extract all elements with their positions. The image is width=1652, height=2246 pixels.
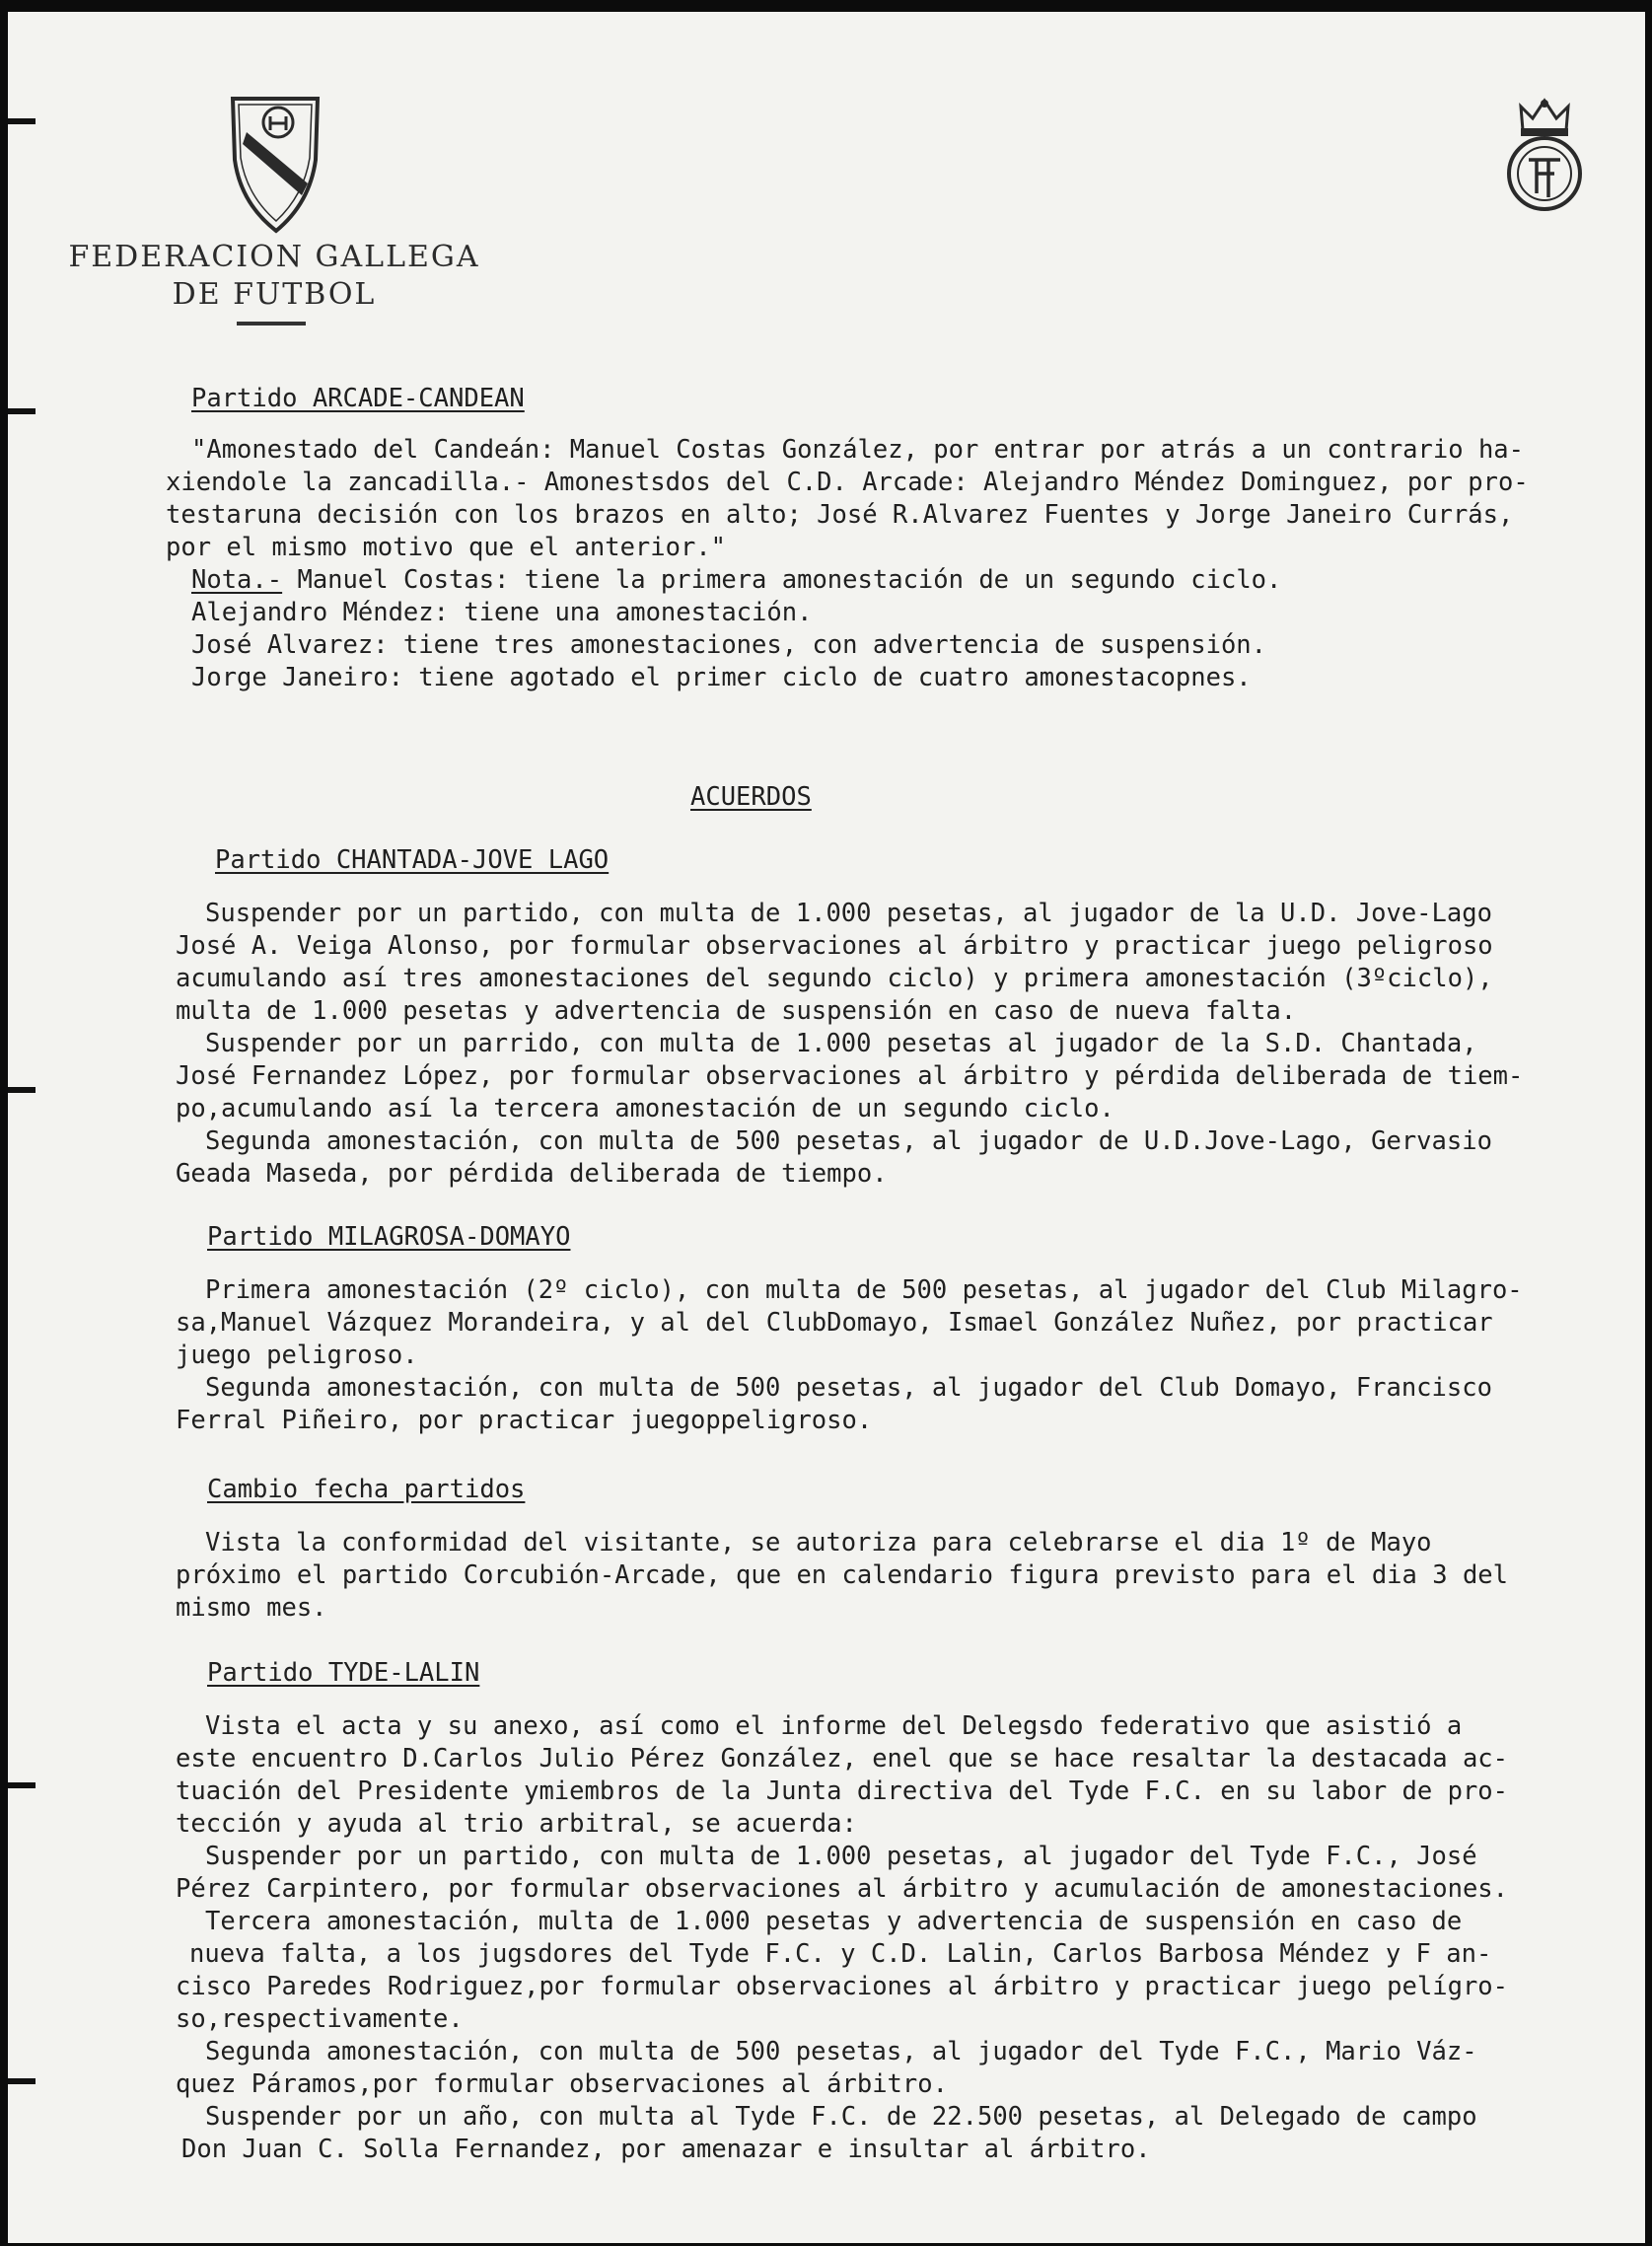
text-line: José Fernandez López, por formular observaciones al árbitro y pérdida deliberada de tiem- xyxy=(176,1061,1524,1091)
text-line: sa,Manuel Vázquez Morandeira, y al del ClubDomayo, Ismael González Nuñez, por practicar xyxy=(176,1308,1493,1338)
text-line: Suspender por un parrido, con multa de 1.000 pesetas al jugador de la S.D. Chantada, xyxy=(205,1029,1477,1058)
text-line: Segunda amonestación, con multa de 500 pesetas, al jugador del Tyde F.C., Mario Váz- xyxy=(205,2037,1477,2066)
note-line xyxy=(191,564,1281,596)
text-line: tección y ayuda al trio arbitral, se acuerda: xyxy=(176,1809,857,1839)
document-page xyxy=(8,12,1645,2243)
text-line: Segunda amonestación, con multa de 500 pesetas, al jugador del Club Domayo, Francisco xyxy=(205,1373,1492,1403)
text-line: juego peligroso. xyxy=(176,1340,418,1370)
note-text: Manuel Costas: tiene la primera amonestación de un segundo ciclo. xyxy=(282,565,1282,595)
note-line: José Alvarez: tiene tres amonestaciones, con advertencia de suspensión. xyxy=(191,630,1267,660)
section-heading: Cambio fecha partidos xyxy=(207,1475,526,1504)
note-line: Alejandro Méndez: tiene una amonestación. xyxy=(191,598,813,627)
text-line: Suspender por un año, con multa al Tyde F.C. de 22.500 pesetas, al Delegado de campo xyxy=(205,2102,1477,2132)
text-line: este encuentro D.Carlos Julio Pérez González, enel que se hace resaltar la destacada ac- xyxy=(176,1744,1509,1774)
text-line: xiendole la zancadilla.- Amonestsdos del C.D. Arcade: Alejandro Méndez Dominguez, por pro- xyxy=(166,468,1529,497)
text-line: Ferral Piñeiro, por practicar juegoppeligroso. xyxy=(176,1406,873,1435)
text-line: Pérez Carpintero, por formular observaciones al árbitro y acumulación de amonestaciones. xyxy=(176,1874,1509,1904)
text-line: Segunda amonestación, con multa de 500 pesetas, al jugador de U.D.Jove-Lago, Gervasio xyxy=(205,1126,1492,1156)
text-line: so,respectivamente. xyxy=(176,2004,464,2034)
note-label: Nota.- xyxy=(191,565,283,595)
text-line: testaruna decisión con los brazos en alto; José R.Alvarez Fuentes y Jorge Janeiro Currás, xyxy=(166,500,1514,530)
text-line: Tercera amonestación, multa de 1.000 pesetas y advertencia de suspensión en caso de xyxy=(205,1907,1463,1936)
acuerdos-title: ACUERDOS xyxy=(690,782,812,812)
text-line: Don Juan C. Solla Fernandez, por amenazar e insultar al árbitro. xyxy=(181,2135,1151,2164)
text-line: cisco Paredes Rodriguez,por formular observaciones al árbitro y practicar juego pelígro- xyxy=(176,1972,1509,2001)
section-heading: Partido ARCADE-CANDEAN xyxy=(191,384,525,413)
text-line: Geada Maseda, por pérdida deliberada de tiempo. xyxy=(176,1159,888,1189)
section-heading: Partido CHANTADA-JOVE LAGO xyxy=(215,845,610,875)
federation-name-line2: DE FUTBOL xyxy=(172,277,377,312)
text-line: multa de 1.000 pesetas y advertencia de suspensión en caso de nueva falta. xyxy=(176,996,1297,1026)
text-line: José A. Veiga Alonso, por formular observaciones al árbitro y practicar juego peligroso xyxy=(176,931,1493,961)
note-line: Jorge Janeiro: tiene agotado el primer ciclo de cuatro amonestacopnes. xyxy=(191,663,1252,692)
text-line: nueva falta, a los jugsdores del Tyde F.C. y C.D. Lalin, Carlos Barbosa Méndez y F an- xyxy=(189,1939,1492,1969)
text-line: tuación del Presidente ymiembros de la Junta directiva del Tyde F.C. en su labor de pro- xyxy=(176,1776,1509,1806)
text-line: quez Páramos,por formular observaciones al árbitro. xyxy=(176,2069,948,2099)
text-line: Suspender por un partido, con multa de 1.000 pesetas, al jugador del Tyde F.C., José xyxy=(205,1842,1477,1871)
text-line: acumulando así tres amonestaciones del segundo ciclo) y primera amonestación (3ºciclo), xyxy=(176,964,1493,993)
section-heading: Partido TYDE-LALIN xyxy=(207,1658,480,1688)
text-line: Primera amonestación (2º ciclo), con multa de 500 pesetas, al jugador del Club Milagro- xyxy=(205,1275,1523,1305)
text-line: Vista el acta y su anexo, así como el informe del Delegsdo federativo que asistió a xyxy=(205,1711,1463,1741)
text-line: po,acumulando así la tercera amonestación de un segundo ciclo. xyxy=(176,1094,1114,1123)
section-heading: Partido MILAGROSA-DOMAYO xyxy=(207,1222,571,1252)
text-line: por el mismo motivo que el anterior." xyxy=(166,533,727,562)
federation-name-line1: FEDERACION GALLEGA xyxy=(68,240,480,274)
text-line: Vista la conformidad del visitante, se autoriza para celebrarse el dia 1º de Mayo xyxy=(205,1528,1432,1558)
text-line: Suspender por un partido, con multa de 1.000 pesetas, al jugador de la U.D. Jove-Lago xyxy=(205,899,1492,928)
text-line: mismo mes. xyxy=(176,1593,327,1623)
document-body xyxy=(8,12,1645,2243)
text-line: próximo el partido Corcubión-Arcade, que en calendario figura previsto para el dia 3 del xyxy=(176,1560,1509,1590)
text-line: "Amonestado del Candeán: Manuel Costas González, por entrar por atrás a un contrario ha- xyxy=(191,435,1525,465)
